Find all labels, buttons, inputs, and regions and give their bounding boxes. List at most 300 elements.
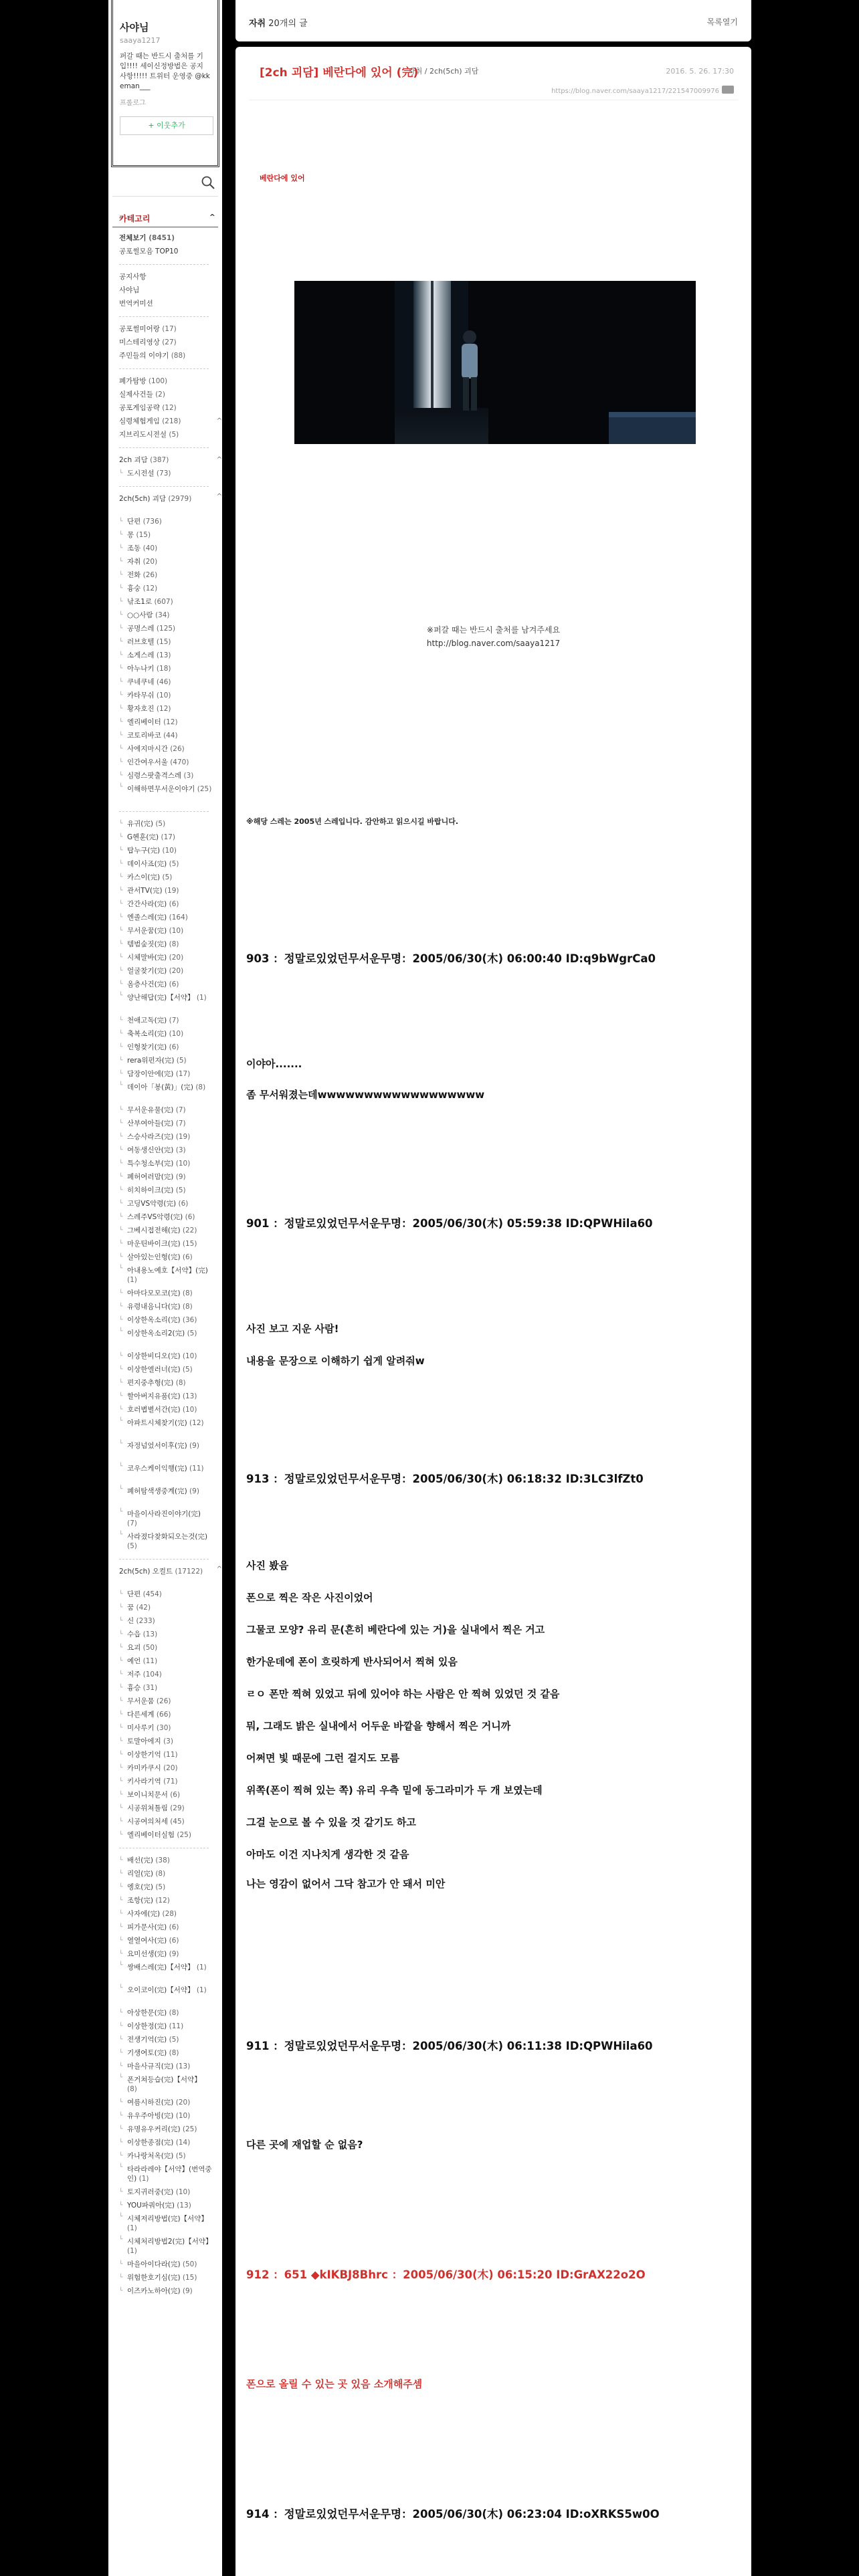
category-item-count: (17122) [175,1568,203,1576]
category-item-count: (5) [127,1542,137,1550]
category-item-label: 오이코이(完)【서약】 [127,1986,195,1994]
category-item[interactable] [119,702,222,716]
category-item-label: 흉숭 [127,584,141,593]
category-item-count: (8) [169,940,179,948]
category-item[interactable] [119,467,222,480]
response-text: ㄹㅇ 폰만 찍혀 있었고 뒤에 있어야 하는 사람은 안 찍혀 있었던 것 같음 [246,1688,560,1700]
category-item[interactable] [119,1654,222,1668]
category-item[interactable] [119,756,222,769]
category-item-count: (218) [162,417,181,425]
category-item[interactable] [119,1439,222,1462]
category-item[interactable] [119,1775,222,1788]
category-item[interactable] [119,871,222,884]
response-text: 한가운데에 폰이 흐릿하게 반사되어서 찍혀 있음 [246,1656,458,1668]
category-item-count: (5) [169,431,179,439]
category-item-count: (10) [169,927,184,935]
category-item-label: 미사루키 [127,1724,155,1732]
category-item[interactable] [119,2258,222,2271]
category-item-count: (19) [175,1133,191,1141]
category-item-count: (736) [142,518,162,526]
current-category: 자취 [249,19,266,29]
category-item[interactable] [119,1350,222,1363]
category-item[interactable] [119,2020,222,2033]
category-item-label: 호러볍별서간(完) [127,1406,181,1414]
category-item-count: (8) [182,1303,193,1311]
category-item-count: (125) [156,625,176,633]
repost-notice [235,623,751,650]
category-item[interactable] [119,231,222,245]
response-text: 폰으로 올릴 수 있는 곳 있음 소개해주셈 [246,2378,423,2390]
category-item-label: 공포썰모음 TOP10 [119,247,179,255]
category-item[interactable] [119,2185,222,2199]
category-item-count: (3) [175,1146,186,1154]
response-header: 911 ：정말로있었던무서운무명：2005/06/30(木) 06:11:38 ID:QPWHila60 [246,2040,653,2052]
category-item-label: 엥호(完) [127,1883,153,1891]
category-item[interactable] [119,2033,222,2046]
category-item-count: (20) [169,967,184,975]
category-item-label: 마을이사라진이야기(完) [127,1510,201,1518]
category-item-count: (8) [169,2049,179,2057]
category-item-label: 공포게임공략 [119,404,160,412]
category-item[interactable] [119,1157,222,1170]
category-item-label: 엔졸스레(完) [127,914,167,922]
category-item[interactable] [119,1067,222,1081]
category-item-label: 주민들의 이야기 [119,352,169,360]
category-item[interactable] [119,2073,222,2096]
category-item[interactable] [119,924,222,938]
category-item-count: (1) [138,2175,149,2183]
category-item[interactable] [119,689,222,702]
category-item[interactable] [119,716,222,729]
category-item[interactable] [119,2006,222,2020]
category-item-count: (6) [169,1043,179,1051]
category-item-count: (20) [163,1764,178,1772]
category-item[interactable] [119,1224,222,1237]
category-item-count: (15) [182,1240,197,1248]
response-header: 901 ：정말로있었던무서운무명：2005/06/30(木) 05:59:38 ID:QPWHila60 [246,1217,653,1230]
category-item-label: 사야님 [119,286,140,294]
category-item-label: 사에지마시간 [127,745,168,753]
prolog-link[interactable]: 프롤로그 [120,100,146,107]
category-item[interactable] [119,609,222,622]
category-item[interactable] [119,297,222,310]
category-item-label: ○○사람 [127,611,153,619]
category-item[interactable] [119,528,222,542]
category-item-label: 요괴 [127,1644,141,1652]
category-item-count: (36) [182,1316,197,1324]
category-item-count: (15) [156,638,171,646]
category-divider [119,1553,222,1565]
sidebar [108,0,222,2576]
category-item[interactable] [119,374,222,388]
category-item-count: (10) [175,2112,191,2120]
category-item[interactable] [119,1894,222,1907]
category-item[interactable] [119,1668,222,1681]
category-item[interactable] [119,1144,222,1157]
category-item-count: (10) [162,847,177,855]
category-item-count: (104) [142,1671,162,1679]
category-item-count: (17) [161,833,176,841]
category-item[interactable] [119,2109,222,2123]
category-header[interactable] [112,203,218,227]
url-copy-icon[interactable] [722,86,734,94]
category-item-count: (5) [155,1883,166,1891]
add-neighbor-button[interactable]: + 이웃추가 [120,116,213,135]
category-item-count: (10) [182,1352,197,1360]
category-item-label: 이상한종점(完) [127,2139,174,2147]
category-item[interactable] [119,1485,222,1507]
category-item[interactable] [119,662,222,675]
category-item[interactable] [119,1462,222,1485]
blog-nickname[interactable]: 사야님 [120,21,149,33]
category-item-label: 아상한문(完) [127,2009,167,2017]
category-toggle-icon[interactable]: ^ [209,213,215,221]
category-item[interactable] [119,2149,222,2163]
category-item-label: 축복소리(完) [127,1030,167,1038]
category-item-count: (5) [182,1366,193,1374]
category-item[interactable] [119,2123,222,2136]
post-photo [294,281,696,444]
sidebar-search [112,167,218,197]
category-item-count: (1) [127,1276,137,1284]
category-item-label: 유귀(完) [127,820,153,828]
category-item[interactable] [119,515,222,528]
category-item[interactable] [119,1054,222,1067]
category-item[interactable] [119,1130,222,1144]
category-title: 카테고리 [119,214,151,223]
category-item[interactable] [119,1287,222,1300]
category-item[interactable] [119,649,222,662]
category-item[interactable] [119,1237,222,1251]
category-item[interactable] [119,555,222,568]
search-icon[interactable] [201,175,215,190]
category-item[interactable] [119,1601,222,1614]
category-item-label: 2ch(5ch) 오컬트 [119,1568,173,1576]
dark-room-image [294,281,696,444]
category-item[interactable] [119,1681,222,1695]
category-item[interactable] [119,542,222,555]
category-item[interactable] [119,911,222,924]
category-item-count: (6) [178,1200,189,1208]
category-item-label: 유우주아빙(完) [127,2112,174,2120]
category-item-count: (22) [182,1226,197,1235]
category-item-count: (470) [170,758,189,766]
category-item[interactable] [119,2284,222,2298]
post-category-path[interactable]: 자취 / 2ch(5ch) 괴담 [408,67,479,76]
category-item-count: (5) [187,1329,197,1337]
category-item-label: 유령내음니다(完) [127,1303,181,1311]
category-item-label: 타라라레야【서약】(번역중인) [127,2165,212,2183]
category-item-count: (5) [176,1057,187,1065]
post-list-title [249,16,308,29]
category-item[interactable] [119,1117,222,1130]
category-item[interactable] [119,1721,222,1735]
category-item[interactable] [119,2096,222,2109]
category-item[interactable] [119,1828,222,1842]
category-item[interactable] [119,1081,222,1103]
category-item-count: (25) [177,1831,191,1839]
category-item[interactable] [119,1530,222,1553]
category-item[interactable] [119,1403,222,1416]
category-item-label: 카스이(完) [127,873,161,881]
category-item-count: (3) [163,1737,173,1745]
category-item-label: 꿈 [127,1604,134,1612]
category-item[interactable] [119,1983,222,2006]
category-item-count: (17) [175,1070,191,1078]
category-item[interactable] [119,1041,222,1054]
category-item-label: 시체저리방법(完)【서약】 [127,2215,208,2223]
post-date: 2016. 5. 26. 17:30 [666,67,734,76]
response-text: 위쪽(폰이 찍혀 있는 쪽) 유리 우측 밑에 동그라미가 두 개 보였는데 [246,1784,543,1796]
category-item-count: (12) [189,1419,204,1427]
category-item[interactable] [119,1815,222,1828]
category-item-count: (13) [156,651,171,659]
category-item[interactable] [119,1264,222,1287]
category-item[interactable] [119,2212,222,2235]
category-item[interactable] [119,897,222,911]
category-fold-icon[interactable]: ^ [216,456,222,463]
category-item-label: 리얼(完) [127,1870,153,1878]
category-item-count: (34) [155,611,170,619]
category-item[interactable] [119,817,222,831]
category-item[interactable] [119,428,222,441]
category-item-label: G헨훈(完) [127,833,159,841]
category-item[interactable] [119,453,222,467]
thread-year-notice: ※해당 스레는 2005년 스레입니다. 감안하고 읽으시길 바랍니다. [246,817,459,826]
category-item-count: (7) [175,1106,186,1114]
category-item[interactable] [119,675,222,689]
category-item-count: (20) [169,954,184,962]
category-item-label: 시체처리방법2(完)【서약】 [127,2238,213,2246]
category-item-label: 조항(完) [127,1897,153,1905]
category-item[interactable] [119,284,222,297]
category-item[interactable] [119,2271,222,2284]
category-item[interactable] [119,1881,222,1894]
category-item[interactable] [119,844,222,857]
category-item[interactable] [119,1027,222,1041]
category-item-label: 지브리도시전설 [119,431,167,439]
category-item-count: (7) [127,1519,137,1527]
category-item[interactable] [119,1313,222,1327]
category-item[interactable] [119,831,222,844]
category-item-count: (5) [169,2036,179,2044]
category-item[interactable] [119,1854,222,1867]
category-item[interactable] [119,884,222,897]
category-item[interactable] [119,964,222,978]
category-item[interactable] [119,245,222,258]
category-item[interactable] [119,729,222,742]
category-item-count: (5) [169,860,179,868]
category-item-count: (6) [182,1253,193,1261]
post-title: [2ch 괴담] 베란다에 있어 (完) [260,66,419,80]
category-item-count: (8451) [149,234,175,242]
category-item-label: 낚조1로 [127,598,153,606]
response-text: 사진 봤음 [246,1560,289,1572]
category-item[interactable] [119,1934,222,1947]
category-item[interactable] [119,1735,222,1748]
category-item-label: 단편 [127,1590,141,1598]
category-item[interactable] [119,1708,222,1721]
category-item[interactable] [119,2060,222,2073]
category-item[interactable] [119,742,222,756]
category-item[interactable] [119,1802,222,1815]
category-item[interactable] [119,1695,222,1708]
category-item-label: 이상한정(完) [127,2022,167,2030]
category-item[interactable] [119,1761,222,1775]
category-item-label: 마을아이다라(完) [127,2260,181,2268]
category-item-count: (10) [175,2188,191,2196]
category-fold-icon[interactable]: ^ [216,417,222,425]
category-item-count: (6) [185,1213,195,1221]
category-item[interactable] [119,1197,222,1210]
category-item[interactable] [119,978,222,991]
category-item[interactable] [119,1867,222,1881]
category-item-label: 조동 [127,544,141,552]
response-text: 그걸 눈으로 볼 수 있을 것 같기도 하고 [246,1816,416,1828]
category-item-count: (13) [175,2062,191,2070]
category-item[interactable] [119,322,222,336]
category-item-count: (40) [142,544,158,552]
category-item-count: (15) [182,2274,197,2282]
category-item-count: (1) [196,1986,207,1994]
category-item[interactable] [119,1507,222,1530]
category-item[interactable] [119,1300,222,1313]
category-item[interactable] [119,582,222,595]
category-item-label: 보이니치문서 [127,1791,168,1799]
category-item-label: 스레주VS악령(完) [127,1213,183,1221]
category-item[interactable] [119,1184,222,1197]
category-item[interactable] [119,1907,222,1921]
response-text: 다른 곳에 재업할 순 없음? [246,2139,363,2151]
category-item[interactable] [119,1014,222,1027]
category-item[interactable] [119,1103,222,1117]
category-item[interactable] [119,336,222,349]
category-item[interactable] [119,635,222,649]
category-item[interactable] [119,492,222,515]
category-item-count: (6) [169,980,179,988]
category-item-count: (19) [164,887,179,895]
category-item[interactable] [119,622,222,635]
category-item[interactable] [119,782,222,805]
category-fold-icon[interactable]: ^ [216,1566,222,1573]
category-item[interactable] [119,1614,222,1628]
category-item-count: (11) [163,1751,178,1759]
category-item[interactable] [119,1416,222,1439]
response-text: 나는 영감이 없어서 그닥 참고가 안 돼서 미안 [246,1878,446,1890]
category-item-count: (233) [136,1617,155,1625]
category-fold-icon[interactable]: ^ [216,493,222,500]
category-item[interactable] [119,1170,222,1184]
category-item[interactable] [119,1961,222,1983]
category-item[interactable] [119,2235,222,2258]
category-item[interactable] [119,1788,222,1802]
category-item-count: (5) [175,1186,186,1194]
category-item-label: 마을사규직(完) [127,2062,174,2070]
category-item-label: 예언 [127,1657,141,1665]
category-item-label: 얼굴찾기(完) [127,967,167,975]
category-item[interactable] [119,1390,222,1403]
category-item-label: 자정넘었서이후(完) [127,1442,187,1450]
category-item[interactable] [119,1376,222,1390]
category-item[interactable] [119,415,222,428]
category-item[interactable] [119,2163,222,2185]
category-item[interactable] [119,1327,222,1350]
category-item-count: (454) [142,1590,162,1598]
response-text: 이야아....... [246,1058,302,1070]
category-item[interactable] [119,1748,222,1761]
category-item[interactable] [119,1588,222,1601]
category-item[interactable] [119,388,222,401]
category-item-count: (2979) [168,495,192,503]
category-item[interactable] [119,2199,222,2212]
category-item-label: 위험한호기심(完) [127,2274,181,2282]
category-item[interactable] [119,401,222,415]
category-item[interactable] [119,2046,222,2060]
category-item-label: 배선(完) [127,1856,153,1864]
category-item-label: 흉승 [127,1684,141,1692]
category-item-label: 담장이안에(完) [127,1070,174,1078]
category-item-count: (25) [197,785,212,793]
category-item[interactable] [119,938,222,951]
category-item-count: (28) [162,1910,177,1918]
category-item[interactable] [119,1947,222,1961]
category-item-count: (5) [175,2152,186,2160]
post-url-text[interactable]: https://blog.naver.com/saaya1217/221547009976 [551,88,719,95]
category-item[interactable] [119,1921,222,1934]
category-item-label: 데이아「봉(黃)」(完) [127,1083,193,1091]
open-list-button[interactable]: 목록열기 [706,17,738,27]
category-item[interactable] [119,349,222,362]
category-item[interactable] [119,2136,222,2149]
category-item-label: 기생여토(完) [127,2049,167,2057]
category-item[interactable] [119,1628,222,1641]
category-item-count: (7) [169,1016,179,1025]
category-item[interactable] [119,1641,222,1654]
repost-notice-link[interactable]: http://blog.naver.com/saaya1217 [426,639,561,648]
category-item-count: (10) [156,691,171,700]
category-item-count: (13) [142,1630,158,1638]
category-item-count: (387) [150,456,169,464]
category-item[interactable] [119,1565,222,1588]
category-item-label: 그베시접전해(完) [127,1226,181,1235]
category-item-label: 여름시하진(完) [127,2099,174,2107]
category-item[interactable] [119,1210,222,1224]
post-red-caption: 베란다에 있어 [260,174,305,183]
response-header: 914 ：정말로있었던무서운무명：2005/06/30(木) 06:23:04 ID:oXRKS5w0O [246,2508,660,2520]
category-item-count: (1) [127,2247,137,2255]
category-item-label: 사라졌다찾화되오는것(完) [127,1533,208,1541]
category-item[interactable] [119,1363,222,1376]
category-item[interactable] [119,951,222,964]
category-item-count: (100) [148,377,168,385]
category-item-label: 시공여의처세 [127,1818,168,1826]
category-item-count: (42) [136,1604,151,1612]
repost-notice-line: ※퍼갈 때는 반드시 출처를 남겨주세요 [426,625,561,635]
category-item-label: 편지중추형(完) [127,1379,174,1387]
category-item-count: (9) [175,1173,186,1181]
response-text: 그물코 모양? 유리 문(흔히 베란다에 있는 거)을 실내에서 찍은 거고 [246,1624,545,1636]
category-item-label: 공명스레 [127,625,155,633]
category-item[interactable] [119,595,222,609]
category-item[interactable] [119,270,222,284]
category-item[interactable] [119,1251,222,1264]
category-item[interactable] [119,991,222,1014]
category-item-count: (12) [162,404,177,412]
category-item[interactable] [119,568,222,582]
category-divider [119,362,222,374]
category-item[interactable] [119,857,222,871]
category-item[interactable] [119,769,222,782]
